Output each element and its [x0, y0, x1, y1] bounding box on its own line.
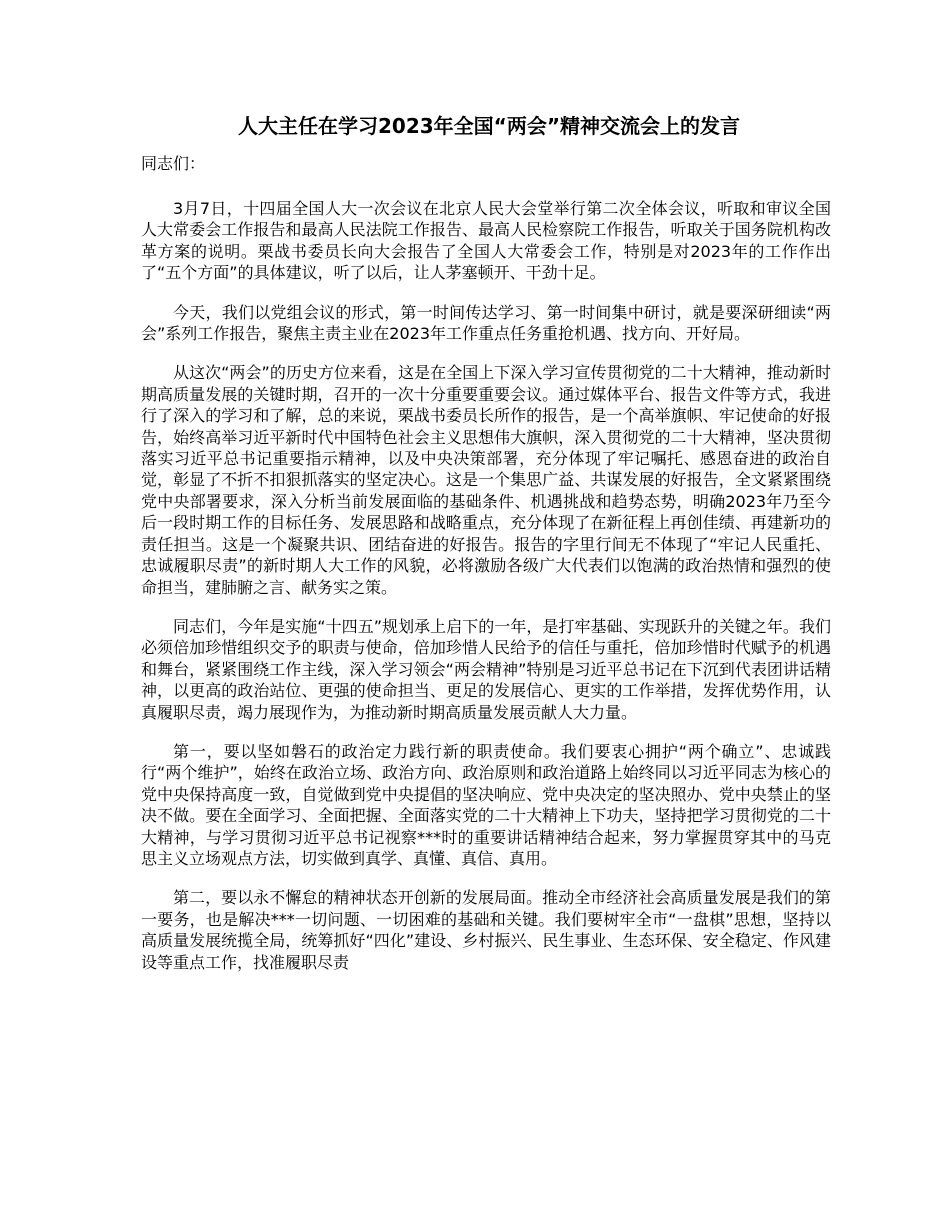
document-title: 人大主任在学习2023年全国“两会”精神交流会上的发言	[238, 114, 740, 138]
paragraph-1: 3月7日，十四届全国人大一次会议在北京人民大会堂举行第二次全体会议，听取和审议全国人大常委会工作报告和最高人民法院工作报告、最高人民检察院工作报告，听取关于国务院机构改革方案的说明。栗战书委员长向大会报告了全国人大常委会工作，特别是对2023年的工作作出了“五个方面”的具体建议，听了以后，让人茅塞顿开、干劲十足。	[141, 199, 831, 283]
salutation: 同志们：	[141, 154, 206, 173]
paragraph-5: 第一，要以坚如磐石的政治定力践行新的职责使命。我们要衷心拥护“两个确立”、忠诚践行“两个维护”，始终在政治立场、政治方向、政治原则和政治道路上始终同以习近平同志为核心的党中央保持高度一致，自觉做到党中央提倡的坚决响应、党中央决定的坚决照办、党中央禁止的坚决不做。要在全面学习、全面把握、全面落实党的二十大精神上下功夫，坚持把学习贯彻党的二十大精神，与学习贯彻习近平总书记视察***时的重要讲话精神结合起来，努力掌握贯穿其中的马克思主义立场观点方法，切实做到真学、真懂、真信、真用。	[141, 741, 831, 868]
paragraph-4: 同志们，今年是实施“十四五”规划承上启下的一年，是打牢基础、实现跃升的关键之年。我们必须倍加珍惜组织交予的职责与使命，倍加珍惜人民给予的信任与重托，倍加珍惜时代赋予的机遇和舞台，紧紧围绕工作主线，深入学习领会“两会精神”特别是习近平总书记在下沉到代表团讲话精神，以更高的政治站位、更强的使命担当、更足的发展信心、更实的工作举措，发挥优势作用，认真履职尽责，竭力展现作为，为推动新时期高质量发展贡献人大力量。	[141, 616, 831, 722]
paragraph-6: 第二，要以永不懈怠的精神状态开创新的发展局面。推动全市经济社会高质量发展是我们的第一要务，也是解决***一切问题、一切困难的基础和关键。我们要树牢全市“一盘棋”思想，坚持以高质量发展统揽全局，统筹抓好“四化”建设、乡村振兴、民生事业、生态环保、安全稳定、作风建设等重点工作，找准履职尽责	[141, 888, 831, 972]
paragraph-2: 今天，我们以党组会议的形式，第一时间传达学习、第一时间集中研讨，就是要深研细读“两会”系列工作报告，聚焦主责主业在2023年工作重点任务重抢机遇、找方向、开好局。	[141, 302, 831, 344]
document-page	[141, 110, 831, 991]
paragraph-3: 从这次“两会”的历史方位来看，这是在全国上下深入学习宣传贯彻党的二十大精神，推动新时期高质量发展的关键时期，召开的一次十分重要重要会议。通过媒体平台、报告文件等方式，我进行了深入的学习和了解，总的来说，栗战书委员长所作的报告，是一个高举旗帜、牢记使命的好报告，始终高举习近平新时代中国特色社会主义思想伟大旗帜，深入贯彻党的二十大精神，坚决贯彻落实习近平总书记重要指示精神，以及中央决策部署，充分体现了牢记嘱托、感恩奋进的政治自觉，彰显了不折不扣狠抓落实的坚定决心。这是一个集思广益、共谋发展的好报告，全文紧紧围绕党中央部署要求，深入分析当前发展面临的基础条件、机遇挑战和趋势态势，明确2023年乃至今后一段时期工作的目标任务、发展思路和战略重点，充分体现了在新征程上再创佳绩、再建新功的责任担当。这是一个凝聚共识、团结奋进的好报告。报告的字里行间无不体现了“牢记人民重托、忠诚履职尽责”的新时期人大工作的风貌，必将激励各级广大代表们以饱满的政治热情和强烈的使命担当，建肺腑之言、献务实之策。	[141, 363, 831, 597]
